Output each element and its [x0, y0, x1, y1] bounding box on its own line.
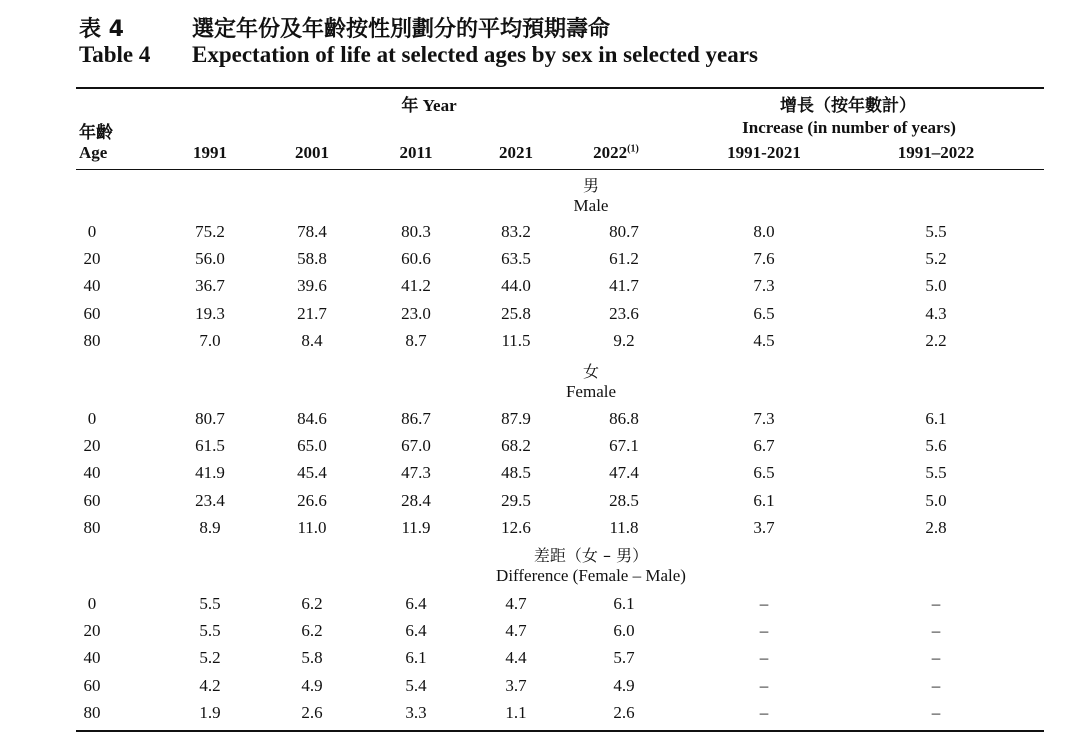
table-cell: 5.5 [199, 621, 221, 641]
table-number-en: Table 4 [79, 42, 151, 67]
table-cell: 6.1 [753, 490, 775, 510]
col-header-2022-year: 2022 [593, 143, 628, 162]
section-label-zh: 差距（女 – 男） [533, 546, 649, 565]
table-cell: 48.5 [501, 463, 531, 483]
table-cell: 11.8 [609, 517, 639, 537]
table-cell: 11.9 [401, 517, 431, 537]
table-cell: 41.7 [609, 276, 639, 296]
row-age: 0 [87, 594, 97, 613]
table-cell: 5.5 [925, 222, 947, 241]
row-age: 40 [83, 463, 101, 483]
title-text-en: Expectation of life at selected ages by sex in selected years [192, 42, 758, 67]
row-age: 20 [83, 436, 101, 456]
title-chinese [79, 12, 1039, 42]
table-cell: 86.7 [401, 409, 431, 428]
table-cell: 5.5 [925, 463, 947, 483]
row-age: 80 [83, 330, 101, 350]
table-cell: 47.3 [401, 463, 431, 483]
table-cell: 56.0 [195, 249, 225, 269]
table-cell: 5.6 [925, 436, 947, 456]
row-age: 20 [83, 621, 101, 641]
table-cell: 4.9 [301, 675, 323, 695]
table-cell: 61.2 [609, 249, 639, 269]
table-cell: – [931, 621, 941, 641]
table-cell: 3.7 [505, 675, 527, 695]
row-age: 60 [83, 303, 101, 323]
table-cell: 78.4 [297, 222, 327, 241]
table-cell: 4.9 [613, 675, 635, 695]
table-cell: 58.8 [297, 249, 327, 269]
table-cell: 8.0 [753, 222, 775, 241]
table-cell: 4.7 [505, 621, 527, 641]
col-header-2022 [593, 143, 639, 163]
table-cell: 2.6 [613, 702, 635, 722]
table-cell: 84.6 [297, 409, 327, 428]
table-cell: 12.6 [501, 517, 531, 537]
row-age: 60 [83, 675, 101, 695]
title-text-zh: 選定年份及年齡按性別劃分的平均預期壽命 [192, 17, 611, 42]
table-cell: 39.6 [297, 276, 327, 296]
table-cell: 6.0 [613, 621, 635, 641]
table-cell: 5.0 [925, 490, 947, 510]
increase-header-zh: 增長（按年數計） [780, 96, 916, 116]
table-cell: 7.0 [199, 330, 221, 350]
table-cell: 80.7 [609, 222, 639, 241]
table-cell: 87.9 [501, 409, 531, 428]
table-cell: 8.9 [199, 517, 221, 537]
table-cell: – [931, 702, 941, 722]
table-cell: 5.0 [925, 276, 947, 296]
table-cell: – [931, 648, 941, 668]
table-cell: – [759, 702, 769, 722]
table-cell: 2.6 [301, 702, 323, 722]
table-title [79, 12, 1039, 72]
col-header-2011: 2011 [399, 143, 433, 162]
table-cell: 6.4 [405, 621, 427, 641]
table-cell: 80.7 [195, 409, 225, 428]
table-cell: – [759, 675, 769, 695]
table-cell: 5.8 [301, 648, 323, 668]
table-cell: 28.4 [401, 490, 431, 510]
col-header-increase-1991-2021: 1991-2021 [727, 143, 801, 162]
row-age: 0 [87, 409, 97, 428]
table-cell: 23.0 [401, 303, 431, 323]
table-cell: 41.2 [401, 276, 431, 296]
table-cell: – [759, 594, 769, 613]
table-cell: 4.2 [199, 675, 221, 695]
table-cell: 3.7 [753, 517, 775, 537]
table-cell: 11.5 [501, 330, 531, 350]
table-cell: 21.7 [297, 303, 327, 323]
table-cell: 8.7 [405, 330, 427, 350]
row-age: 0 [87, 222, 97, 241]
section-label-zh: 男 [582, 176, 600, 195]
title-english [79, 42, 1039, 72]
table-cell: – [931, 675, 941, 695]
table-cell: 25.8 [501, 303, 531, 323]
col-header-2021: 2021 [499, 143, 533, 162]
table-cell: 47.4 [609, 463, 639, 483]
table-cell: 5.5 [199, 594, 221, 613]
table-cell: 1.1 [505, 702, 527, 722]
table-cell: 29.5 [501, 490, 531, 510]
table-cell: 8.4 [301, 330, 323, 350]
section-label-en: Male [573, 196, 609, 215]
table-cell: 5.2 [199, 648, 221, 668]
age-header-en: Age [79, 143, 108, 162]
table-cell: 67.0 [401, 436, 431, 456]
table-cell: 4.4 [505, 648, 527, 668]
table-cell: 6.5 [753, 303, 775, 323]
section-label-en: Difference (Female – Male) [496, 566, 686, 585]
table-cell: 65.0 [297, 436, 327, 456]
table-cell: 19.3 [195, 303, 225, 323]
table-cell: 5.2 [925, 249, 947, 269]
table-cell: 6.1 [613, 594, 635, 613]
table-cell: 1.9 [199, 702, 221, 722]
table-cell: 63.5 [501, 249, 531, 269]
table-cell: 44.0 [501, 276, 531, 296]
table-cell: 4.3 [925, 303, 947, 323]
table-cell: 6.2 [301, 621, 323, 641]
col-header-1991: 1991 [193, 143, 227, 162]
col-header-2001: 2001 [295, 143, 329, 162]
row-age: 60 [83, 490, 101, 510]
header-rule [76, 169, 1044, 170]
table-cell: 75.2 [195, 222, 225, 241]
row-age: 20 [83, 249, 101, 269]
table-cell: 4.5 [753, 330, 775, 350]
table-cell: – [759, 648, 769, 668]
table-cell: 67.1 [609, 436, 639, 456]
table-cell: 7.6 [753, 249, 775, 269]
section-label-en: Female [565, 382, 617, 401]
row-age: 80 [83, 517, 101, 537]
table-cell: – [931, 594, 941, 613]
table-cell: 83.2 [501, 222, 531, 241]
table-cell: – [759, 621, 769, 641]
table-cell: 5.7 [613, 648, 635, 668]
table-cell: 2.8 [925, 517, 947, 537]
table-cell: 6.7 [753, 436, 775, 456]
row-age: 40 [83, 648, 101, 668]
table-cell: 6.1 [405, 648, 427, 668]
table-cell: 6.5 [753, 463, 775, 483]
increase-header-en: Increase (in number of years) [742, 118, 956, 137]
row-age: 40 [83, 276, 101, 296]
table-cell: 61.5 [195, 436, 225, 456]
table-cell: 86.8 [609, 409, 639, 428]
table-cell: 3.3 [405, 702, 427, 722]
section-label-zh: 女 [582, 362, 600, 381]
age-header-zh: 年齡 [79, 123, 113, 143]
table-cell: 11.0 [297, 517, 327, 537]
top-rule [76, 87, 1044, 89]
table-cell: 36.7 [195, 276, 225, 296]
col-header-increase-1991-2022: 1991–2022 [897, 143, 975, 162]
table-cell: 2.2 [925, 330, 947, 350]
table-cell: 45.4 [297, 463, 327, 483]
table-cell: 60.6 [401, 249, 431, 269]
table-cell: 23.6 [609, 303, 639, 323]
footnote-marker: (1) [627, 143, 639, 155]
table-cell: 6.4 [405, 594, 427, 613]
table-number-zh: 表 4 [79, 17, 124, 42]
table-cell: 6.2 [301, 594, 323, 613]
table-cell: 80.3 [401, 222, 431, 241]
table-cell: 26.6 [297, 490, 327, 510]
table-cell: 68.2 [501, 436, 531, 456]
table-cell: 28.5 [609, 490, 639, 510]
year-group-header: 年 Year [401, 96, 457, 115]
table-cell: 6.1 [925, 409, 947, 428]
bottom-rule [76, 730, 1044, 732]
table-cell: 41.9 [195, 463, 225, 483]
table-cell: 7.3 [753, 409, 775, 428]
table-cell: 7.3 [753, 276, 775, 296]
table-cell: 23.4 [195, 490, 225, 510]
row-age: 80 [83, 702, 101, 722]
table-cell: 4.7 [505, 594, 527, 613]
table-cell: 5.4 [405, 675, 427, 695]
table-cell: 9.2 [613, 330, 635, 350]
